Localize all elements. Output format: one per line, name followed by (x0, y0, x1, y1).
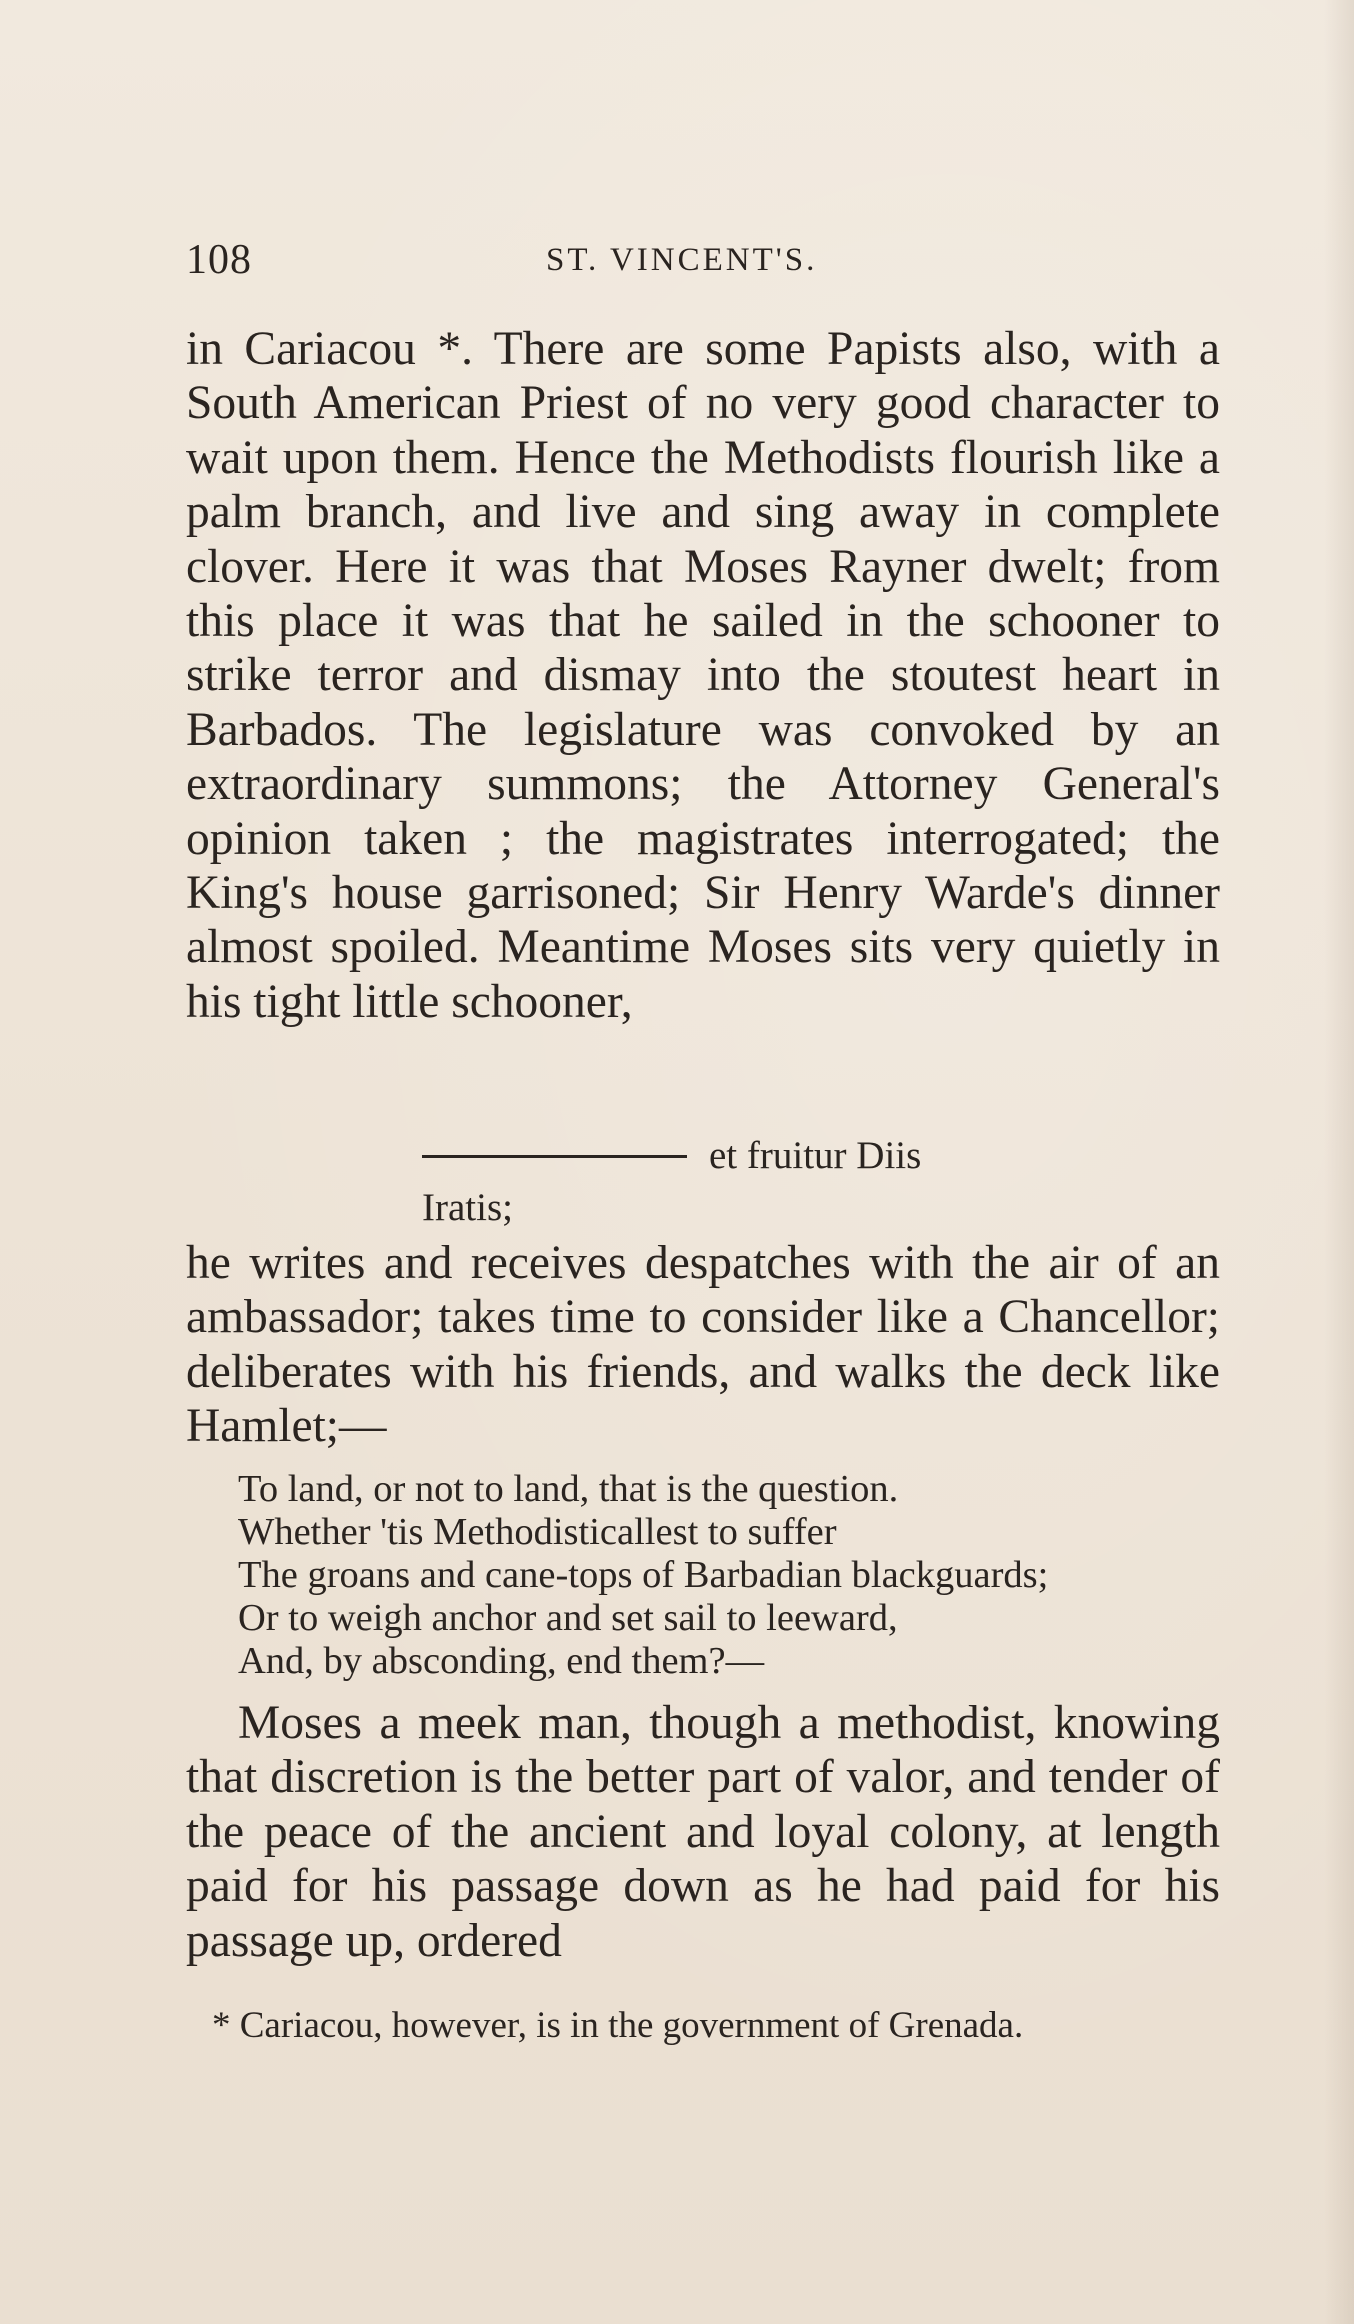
verse-line: Or to weigh anchor and set sail to leeward, (238, 1597, 898, 1639)
latin-quote-line-1 (422, 1133, 921, 1178)
paragraph-3: Moses a meek man, though a methodist, knowing that discretion is the better part of valor, and tender of the peace of the ancient and loyal colony, at length paid for his passage down as he had paid for his passage up, ordered (186, 1697, 1220, 1967)
paragraph-1: in Cariacou *. There are some Papists also, with a South American Priest of no very good character to wait upon them. Hence the Methodists flourish like a palm branch, and live and sing away in complete clover. Here it was that Moses Rayner dwelt; from this place it was that he sailed in the schooner to strike terror and dismay into the stoutest heart in Barbados. The legislature was convoked by an extraordinary summons; the Attorney General's opinion taken ; the magistrates interrogated; the King's house garrisoned; Sir Henry Warde's dinner almost spoiled. Meantime Moses sits very quietly in his tight little schooner, (186, 323, 1220, 1028)
quote-dash (422, 1155, 687, 1158)
verse-line: To land, or not to land, that is the question. (238, 1468, 899, 1510)
paragraph-2: he writes and receives despatches with the air of an ambassador; takes time to consider like a Chancellor; deliberates with his friends, and walks the deck like Hamlet;— (186, 1237, 1220, 1453)
verse-line: Whether 'tis Methodisticallest to suffer (238, 1511, 837, 1553)
page-number: 108 (186, 237, 252, 283)
running-head: ST. VINCENT'S. (546, 242, 818, 278)
latin-quote-text-1: et fruitur Diis (709, 1134, 922, 1177)
page-edge-shadow (1324, 0, 1354, 2324)
verse-line: The groans and cane-tops of Barbadian blackguards; (238, 1554, 1049, 1596)
page-header (186, 236, 1220, 286)
verse-line: And, by absconding, end them?— (238, 1640, 765, 1682)
footnote: * Cariacou, however, is in the government of Grenada. (212, 2005, 1024, 2046)
verse-block (238, 1468, 1048, 1683)
latin-quote-line-2: Iratis; (422, 1186, 513, 1229)
